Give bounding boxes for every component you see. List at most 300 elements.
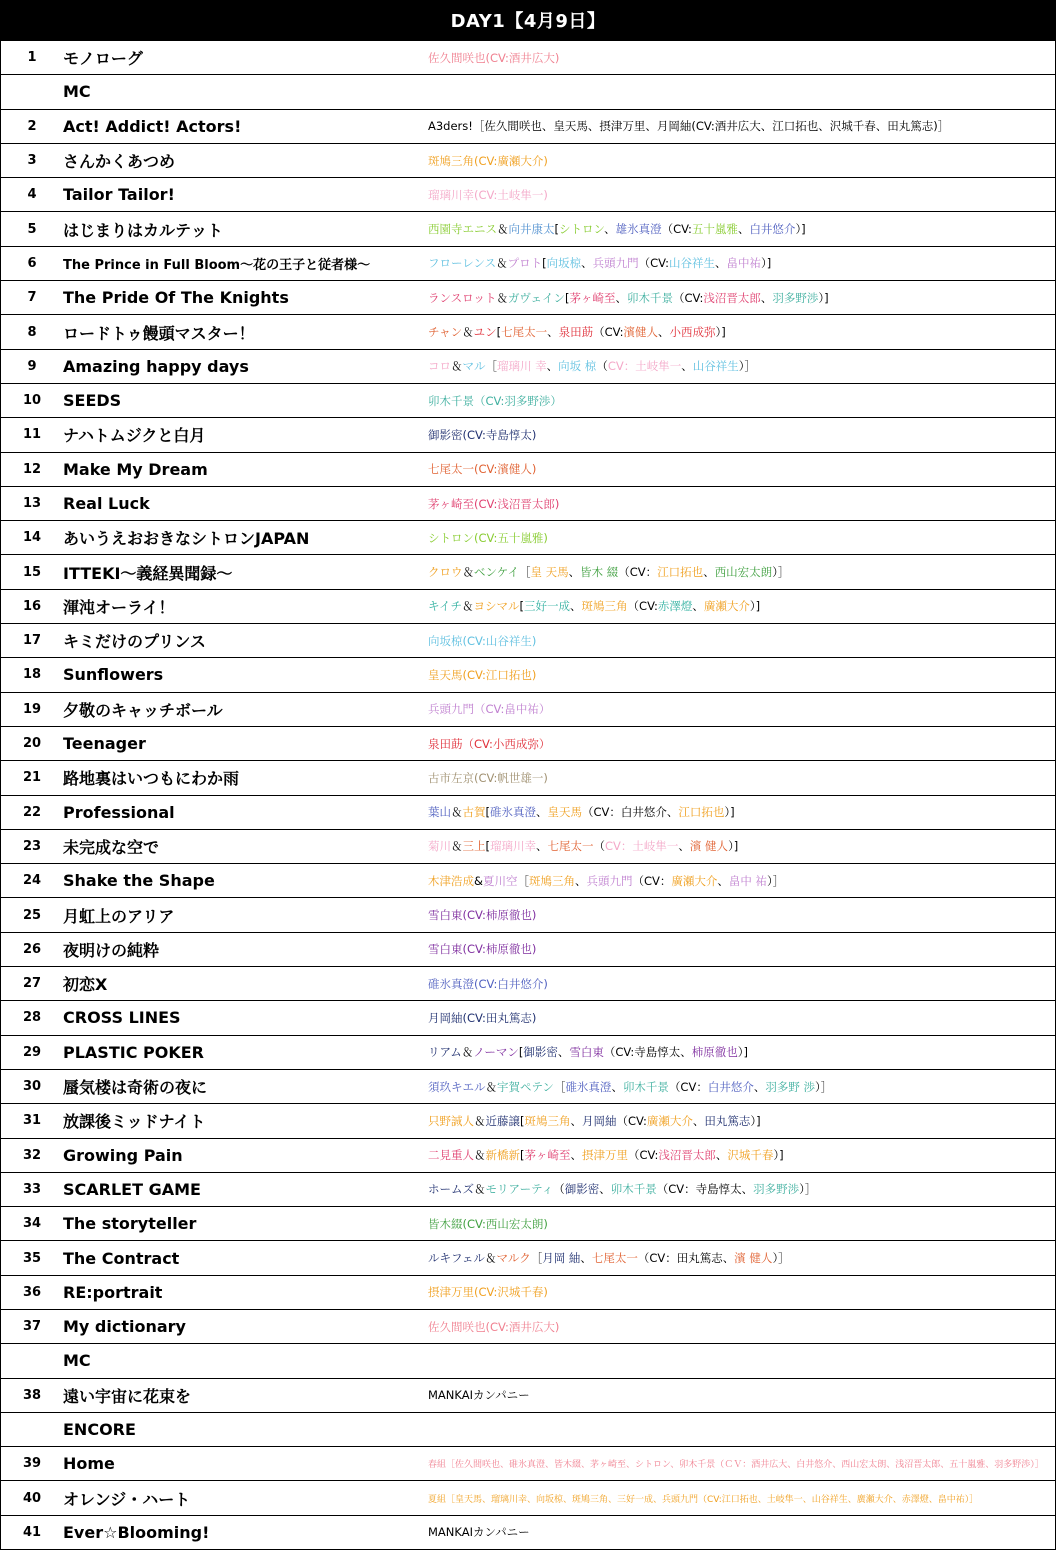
song-performers: [428, 795, 1056, 829]
performer-text: MANKAIカンパニー: [428, 1388, 530, 1403]
performer-text: 摂津万里(CV:沢城千春): [428, 1285, 548, 1300]
performer-text: ＆: [497, 222, 509, 237]
song-number: 28: [1, 1001, 64, 1035]
performer-text: ＆: [462, 325, 474, 340]
setlist-body: [1, 41, 1056, 1550]
performer-text: 、: [681, 359, 693, 374]
performer-text: 兵頭九門: [592, 256, 639, 271]
song-title: Ever☆Blooming!: [63, 1515, 428, 1549]
table-row: [1, 246, 1056, 280]
song-performers: [428, 212, 1056, 246]
performer-text: （CV：田丸篤志、: [637, 1251, 735, 1266]
song-title: Teenager: [63, 726, 428, 760]
performer-text: 向坂椋(CV:山谷祥生): [428, 633, 537, 648]
performer-text: フローレンス: [428, 256, 497, 271]
performer-text: 茅ヶ崎至: [524, 1148, 571, 1163]
performer-text: 、: [536, 839, 548, 854]
performer-text: 夏組［皇天馬、瑠璃川幸、向坂椋、斑鳩三角、三好一成、兵頭九門（CV:江口拓也、土岐隼一、山谷祥生、廣瀬大介、赤澤燈、畠中祐）］: [428, 1494, 979, 1505]
performer-text: 、: [753, 1079, 766, 1094]
song-number: 7: [1, 281, 64, 315]
table-row: [1, 1069, 1056, 1103]
song-number: 26: [1, 932, 64, 966]
song-number: 34: [1, 1207, 64, 1241]
performer-text: ［: [485, 359, 497, 374]
performer-text: コロ: [428, 359, 451, 374]
performer-text: [: [485, 839, 490, 854]
song-performers: [428, 555, 1056, 589]
table-row: [1, 1001, 1056, 1035]
performer-text: ＆: [496, 290, 508, 305]
song-number: [1, 75, 64, 109]
song-number: [1, 1344, 64, 1378]
setlist-table: [0, 40, 1056, 1550]
song-title: ITTEKI～義経異聞録～: [63, 555, 428, 589]
song-number: 17: [1, 624, 64, 658]
song-performers: [428, 1515, 1056, 1549]
table-row: [1, 932, 1056, 966]
song-number: 37: [1, 1309, 64, 1343]
performer-text: 夏川空: [482, 873, 518, 888]
table-row: [1, 795, 1056, 829]
performer-text: 瑠璃川 幸: [497, 359, 547, 374]
table-row: [1, 1481, 1056, 1515]
song-title: My dictionary: [63, 1309, 428, 1343]
performer-text: （CV:: [638, 256, 669, 271]
performer-text: 皆木綴(CV:西山宏太朗): [428, 1216, 548, 1231]
table-row: [1, 383, 1056, 417]
song-number: 32: [1, 1138, 64, 1172]
song-performers: [428, 143, 1056, 177]
performer-text: （CV:: [593, 325, 624, 340]
performer-text: （: [596, 359, 608, 374]
song-performers: [428, 864, 1056, 898]
performer-text: ＆: [451, 839, 463, 854]
performer-text: 、: [604, 222, 616, 237]
performer-text: ＆: [462, 565, 474, 580]
performer-text: ）］: [815, 1079, 833, 1094]
song-title: オレンジ・ハート: [63, 1481, 428, 1515]
table-row: [1, 589, 1056, 623]
song-performers: [428, 761, 1056, 795]
song-performers: [428, 281, 1056, 315]
song-number: 38: [1, 1378, 64, 1412]
song-performers: [428, 178, 1056, 212]
performer-text: [: [496, 325, 502, 340]
performer-text: クロウ: [428, 565, 463, 580]
table-row: [1, 1378, 1056, 1412]
table-row: [1, 521, 1056, 555]
performer-text: リアム: [428, 1045, 462, 1060]
table-row: [1, 1515, 1056, 1549]
performer-text: 古市左京(CV:帆世雄一): [428, 770, 548, 785]
table-row: [1, 555, 1056, 589]
performer-text: 濱 健人: [734, 1251, 773, 1266]
performer-text: [: [542, 256, 547, 271]
performer-text: [: [554, 222, 559, 237]
performer-text: 泉田莇: [558, 325, 594, 340]
performer-text: キイチ: [428, 599, 463, 614]
song-title: Amazing happy days: [63, 349, 428, 383]
performer-text: 濱健人: [623, 325, 658, 340]
performer-text: ＆: [451, 805, 463, 820]
performer-text: 葉山: [428, 805, 451, 820]
song-performers: [428, 109, 1056, 143]
song-title: MC: [63, 1344, 428, 1378]
song-title: The Contract: [63, 1241, 428, 1275]
song-number: 40: [1, 1481, 64, 1515]
performer-text: 江口拓也: [678, 805, 725, 820]
performer-text: ［: [530, 1251, 543, 1266]
performer-text: 、: [692, 1113, 705, 1128]
performer-text: ＆: [485, 1079, 497, 1094]
performer-text: 、: [615, 290, 627, 305]
song-title: The Pride Of The Knights: [63, 281, 428, 315]
performer-text: 廣瀬大介: [646, 1113, 693, 1128]
performer-text: ）]: [715, 325, 726, 340]
song-title: ロードトゥ饅頭マスター！: [63, 315, 428, 349]
song-number: 21: [1, 761, 64, 795]
song-performers: [428, 383, 1056, 417]
performer-text: ）］: [738, 359, 756, 374]
song-performers: [428, 1207, 1056, 1241]
performer-text: 摂津万里: [582, 1148, 628, 1163]
performer-text: （CV：: [632, 873, 672, 888]
performer-text: 向坂 椋: [558, 359, 597, 374]
song-title: モノローグ: [63, 41, 428, 75]
song-performers: [428, 1275, 1056, 1309]
song-number: 15: [1, 555, 64, 589]
performer-text: &: [474, 873, 483, 888]
performer-text: 佐久間咲也(CV:酒井広大): [428, 50, 560, 65]
performer-text: 柿原徹也: [691, 1045, 738, 1060]
performer-text: 畠中 祐: [728, 873, 768, 888]
song-performers: [428, 829, 1056, 863]
performer-text: ）]: [760, 256, 772, 271]
table-row: [1, 1412, 1056, 1446]
song-title: Tailor Tailor!: [63, 178, 428, 212]
performer-text: ＆: [451, 359, 463, 374]
song-performers: [428, 726, 1056, 760]
performer-text: 、: [581, 256, 593, 271]
performer-text: 泉田莇（CV:小西成弥）: [428, 736, 551, 751]
song-number: 1: [1, 41, 64, 75]
performer-text: 小西成弥: [669, 325, 716, 340]
song-title: Growing Pain: [63, 1138, 428, 1172]
performer-text: [: [519, 599, 525, 614]
performer-text: 瑠璃川幸(CV:土岐隼一): [428, 187, 548, 202]
performer-text: 、: [658, 325, 670, 340]
performer-text: 兵頭九門: [586, 873, 633, 888]
song-title: 渾沌オーライ！: [63, 589, 428, 623]
song-title: Home: [63, 1447, 428, 1481]
performer-text: 瑠璃川幸: [490, 839, 536, 854]
song-number: 19: [1, 692, 64, 726]
performer-text: 山谷祥生: [668, 256, 715, 271]
performer-text: 近藤譲: [485, 1113, 520, 1128]
song-title: RE:portrait: [63, 1275, 428, 1309]
performer-text: 兵頭九門（CV:畠中祐）: [428, 702, 551, 717]
performer-text: 廣瀬大介: [671, 873, 718, 888]
song-performers: [428, 1138, 1056, 1172]
performer-text: 七尾太一: [591, 1251, 638, 1266]
performer-text: 浅沼晋太郎: [658, 1148, 716, 1163]
song-performers: [428, 658, 1056, 692]
performer-text: 二見重人: [428, 1148, 474, 1163]
performer-text: 只野誠人: [428, 1113, 474, 1128]
performer-text: ）］: [799, 1182, 817, 1197]
performer-text: 月岡紬: [582, 1113, 617, 1128]
song-performers: [428, 452, 1056, 486]
performer-text: 西山宏太朗: [714, 565, 773, 580]
song-number: 9: [1, 349, 64, 383]
song-performers: [428, 75, 1056, 109]
song-performers: [428, 246, 1056, 280]
performer-text: ［: [553, 1079, 566, 1094]
song-number: 6: [1, 246, 64, 280]
performer-text: 雪白東: [569, 1045, 604, 1060]
performer-text: ）］: [767, 873, 785, 888]
performer-text: ［: [518, 565, 531, 580]
table-row: [1, 486, 1056, 520]
performer-text: ユン: [473, 325, 497, 340]
performer-text: 五十嵐雅: [691, 222, 738, 237]
table-row: [1, 624, 1056, 658]
song-number: 13: [1, 486, 64, 520]
performer-text: 皇 天馬: [530, 565, 569, 580]
performer-text: シトロン: [559, 222, 605, 237]
performer-text: 、: [546, 359, 559, 374]
performer-text: CV：土岐隼一: [607, 359, 682, 374]
performer-text: （CV:寺島惇太、: [603, 1045, 692, 1060]
performer-text: 斑鳩三角(CV:廣瀬大介): [428, 153, 548, 168]
performer-text: 須玖キエル: [428, 1079, 486, 1094]
performer-text: 雄氷真澄: [615, 222, 662, 237]
performer-text: ガヴェイン: [507, 290, 565, 305]
song-performers: [428, 1104, 1056, 1138]
performer-text: 斑鳩三角: [528, 873, 575, 888]
performer-text: 、: [574, 873, 587, 888]
song-title: PLASTIC POKER: [63, 1035, 428, 1069]
table-row: [1, 967, 1056, 1001]
performer-text: 卯木千景: [610, 1182, 657, 1197]
table-row: [1, 829, 1056, 863]
performer-text: [: [485, 805, 490, 820]
performer-text: ＆: [462, 599, 474, 614]
song-performers: [428, 1069, 1056, 1103]
performer-text: ＆: [484, 1251, 497, 1266]
performer-text: 雪白東(CV:柿原徹也): [428, 942, 537, 957]
performer-text: 、: [599, 1182, 611, 1197]
performer-text: 畠中祐: [726, 256, 761, 271]
song-number: 23: [1, 829, 64, 863]
performer-text: ノーマン: [473, 1045, 519, 1060]
song-title: SEEDS: [63, 383, 428, 417]
song-title: CROSS LINES: [63, 1001, 428, 1035]
table-row: [1, 1104, 1056, 1138]
song-performers: [428, 967, 1056, 1001]
performer-text: ）］: [772, 565, 790, 580]
song-number: 27: [1, 967, 64, 1001]
performer-text: 羽多野渉: [772, 290, 819, 305]
performer-text: 御影密: [564, 1182, 600, 1197]
table-row: [1, 726, 1056, 760]
performer-text: 碓氷真澄: [565, 1079, 612, 1094]
song-performers: [428, 589, 1056, 623]
performer-text: ）]: [724, 805, 735, 820]
performer-text: 皆木 綴: [580, 565, 619, 580]
table-row: [1, 41, 1056, 75]
song-performers: [428, 1172, 1056, 1206]
performer-text: 廣瀬大介: [703, 599, 750, 614]
performer-text: 、: [570, 1148, 582, 1163]
performer-text: [: [564, 290, 570, 305]
performer-text: チャン: [428, 325, 463, 340]
song-performers: [428, 1241, 1056, 1275]
performer-text: （: [593, 839, 605, 854]
table-row: [1, 1207, 1056, 1241]
song-number: 12: [1, 452, 64, 486]
song-title: ENCORE: [63, 1412, 428, 1446]
performer-text: ）]: [737, 1045, 748, 1060]
song-title: Real Luck: [63, 486, 428, 520]
song-number: 29: [1, 1035, 64, 1069]
performer-text: 山谷祥生: [692, 359, 739, 374]
performer-text: ヨシマル: [473, 599, 520, 614]
song-performers: [428, 692, 1056, 726]
performer-text: [: [518, 1045, 524, 1060]
performer-text: ）]: [773, 1148, 784, 1163]
table-row: [1, 1275, 1056, 1309]
performer-text: ）]: [728, 839, 739, 854]
performer-text: ）]: [750, 1113, 761, 1128]
song-number: 14: [1, 521, 64, 555]
performer-text: （CV：: [668, 1079, 708, 1094]
song-number: 18: [1, 658, 64, 692]
performer-text: ＆: [496, 256, 508, 271]
performer-text: ベンケイ: [474, 565, 519, 580]
performer-text: 春組［佐久間咲也、碓氷真澄、皆木綴、茅ヶ崎至、シトロン、卯木千景（ＣＶ：酒井広大、白井悠介、西山宏太朗、浅沼晋太郎、五十嵐雅、羽多野渉）］: [428, 1460, 1044, 1471]
performer-text: 七尾太一: [547, 839, 594, 854]
performer-text: ＆: [474, 1113, 486, 1128]
song-title: はじまりはカルテット: [63, 212, 428, 246]
song-performers: [428, 1481, 1056, 1515]
table-row: [1, 178, 1056, 212]
song-performers: [428, 315, 1056, 349]
performer-text: ）]: [795, 222, 806, 237]
performer-text: 沢城千春: [727, 1148, 774, 1163]
song-number: 35: [1, 1241, 64, 1275]
performer-text: 七尾太一: [501, 325, 548, 340]
performer-text: 宇賀ペテン: [497, 1079, 554, 1094]
performer-text: ＆: [474, 1148, 486, 1163]
performer-text: 羽多野 渉: [765, 1079, 815, 1094]
page-title: DAY1【4月9日】: [0, 0, 1056, 40]
song-title: 蜃気楼は奇術の夜に: [63, 1069, 428, 1103]
performer-text: CV：土岐隼一: [605, 839, 679, 854]
song-number: 5: [1, 212, 64, 246]
performer-text: 茅ヶ崎至: [569, 290, 616, 305]
table-row: [1, 75, 1056, 109]
song-title: 放課後ミッドナイト: [63, 1104, 428, 1138]
song-number: 20: [1, 726, 64, 760]
performer-text: 、: [715, 1148, 728, 1163]
performer-text: 七尾太一(CV:濱健人): [428, 462, 537, 477]
performer-text: 碓氷真澄(CV:白井悠介): [428, 976, 548, 991]
performer-text: ［: [517, 873, 529, 888]
song-performers: [428, 1309, 1056, 1343]
performer-text: 白井悠介: [749, 222, 796, 237]
performer-text: 斑鳩三角: [524, 1113, 571, 1128]
song-performers: [428, 1035, 1056, 1069]
table-row: [1, 761, 1056, 795]
table-row: [1, 212, 1056, 246]
performer-text: 御影密(CV:寺島惇太): [428, 427, 537, 442]
table-row: [1, 1241, 1056, 1275]
performer-text: 、: [568, 565, 581, 580]
song-number: 25: [1, 898, 64, 932]
song-performers: [428, 1001, 1056, 1035]
song-number: 31: [1, 1104, 64, 1138]
table-row: [1, 418, 1056, 452]
performer-text: 月岡紬(CV:田丸篤志): [428, 1010, 537, 1025]
song-title: The storyteller: [63, 1207, 428, 1241]
performer-text: 西園寺エニス: [428, 222, 497, 237]
performer-text: 月岡 紬: [542, 1251, 581, 1266]
song-title: 未完成な空で: [63, 829, 428, 863]
song-number: 41: [1, 1515, 64, 1549]
song-title: さんかくあつめ: [63, 143, 428, 177]
performer-text: 、: [760, 290, 773, 305]
song-performers: [428, 418, 1056, 452]
performer-text: 新橋新: [485, 1148, 520, 1163]
performer-text: 卯木千景（CV:羽多野渉）: [428, 393, 562, 408]
song-title: Make My Dream: [63, 452, 428, 486]
table-row: [1, 143, 1056, 177]
song-performers: [428, 486, 1056, 520]
performer-text: （: [553, 1182, 565, 1197]
song-number: 4: [1, 178, 64, 212]
song-title: 路地裏はいつもにわか雨: [63, 761, 428, 795]
table-row: [1, 109, 1056, 143]
performer-text: （CV:: [628, 1148, 659, 1163]
song-number: 8: [1, 315, 64, 349]
table-row: [1, 1309, 1056, 1343]
table-row: [1, 898, 1056, 932]
song-performers: [428, 1447, 1056, 1481]
song-title: Shake the Shape: [63, 864, 428, 898]
performer-text: ）]: [818, 290, 829, 305]
song-title: 遠い宇宙に花束を: [63, 1378, 428, 1412]
performer-text: 、: [678, 839, 690, 854]
performer-text: 、: [580, 1251, 592, 1266]
performer-text: プロト: [507, 256, 543, 271]
performer-text: 古賀: [462, 805, 486, 820]
song-number: 24: [1, 864, 64, 898]
performer-text: ）]: [749, 599, 761, 614]
performer-text: 白井悠介: [707, 1079, 754, 1094]
song-title: 月虹上のアリア: [63, 898, 428, 932]
performer-text: ホームズ: [428, 1182, 474, 1197]
performer-text: 、: [557, 1045, 570, 1060]
performer-text: 佐久間咲也(CV:酒井広大): [428, 1319, 560, 1334]
performer-text: 、: [703, 565, 715, 580]
performer-text: 羽多野渉: [753, 1182, 800, 1197]
table-row: [1, 1138, 1056, 1172]
performer-text: （CV:: [627, 599, 658, 614]
performer-text: 浅沼晋太郎: [703, 290, 761, 305]
performer-text: 田丸篤志: [704, 1113, 751, 1128]
song-number: 11: [1, 418, 64, 452]
